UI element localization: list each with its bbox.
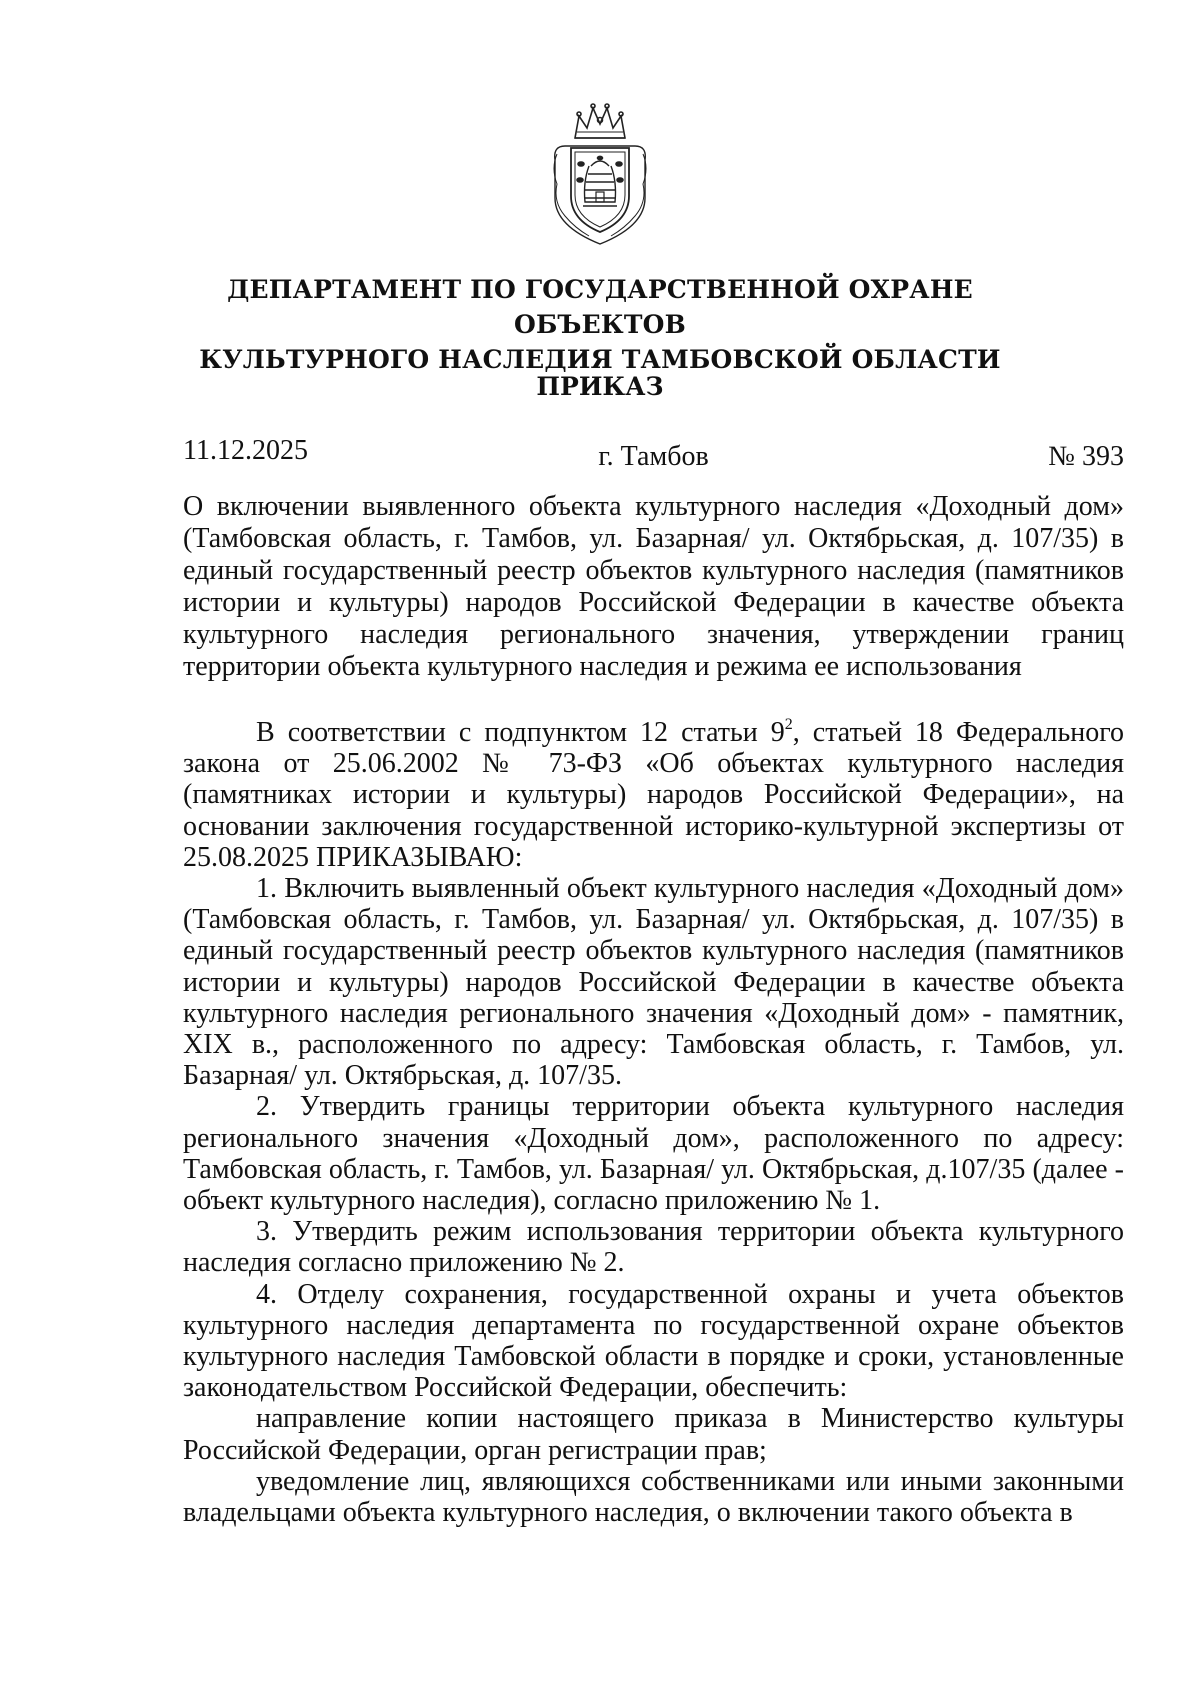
order-subitem-2: уведомление лиц, являющихся собственниками или иными законными владельцами объекта культурного наследия, о включении такого объекта в — [183, 1465, 1124, 1529]
document-type: ПРИКАЗ — [536, 372, 664, 401]
order-subject: О включении выявленного объекта культурного наследия «Доходный дом» (Тамбовская область, г. Тамбов, ул. Базарная/ ул. Октябрьская, д. 107/35) в единый государственный реестр объектов культурного наследия (памятников истории и культуры) народов Российской Федерации в качестве объекта культурного наследия регионального значения, утверждении границ территории объекта культурного наследия и режима ее использования — [183, 491, 1124, 682]
preamble-superscript: 2 — [784, 715, 793, 733]
document-city: г. Тамбов — [598, 441, 709, 472]
preamble-paragraph — [183, 717, 1124, 873]
document-meta-row — [183, 434, 1124, 472]
order-subitem-1: направление копии настоящего приказа в Министерство культуры Российской Федерации, орган регистрации прав; — [183, 1403, 1124, 1466]
preamble-text-1: В соответствии с подпунктом 12 статьи 9 — [256, 717, 785, 748]
order-item-1: 1. Включить выявленный объект культурного наследия «Доходный дом» (Тамбовская область, г. Тамбов, ул. Базарная/ ул. Октябрьская, д. 107/35) в единый государственный реестр объектов культурного наследия (памятников истории и культуры) народов Российской Федерации в качестве объекта культурного наследия регионального значения «Доходный дом» - памятник, XIX в., расположенного по адресу: Тамбовская область, г. Тамбов, ул. Базарная/ ул. Октябрьская, д. 107/35. — [183, 873, 1124, 1092]
department-title-line-1: ДЕПАРТАМЕНТ ПО ГОСУДАРСТВЕННОЙ ОХРАНЕ ОБЪЕКТОВ — [227, 275, 973, 339]
document-number: № 393 — [1048, 441, 1124, 472]
department-title — [150, 272, 1050, 377]
coat-of-arms-icon — [545, 98, 655, 248]
preamble-text-2: , статьей 18 Федерального закона от 25.06.2002 № 73-ФЗ «Об объектах культурного наследия (памятниках истории и культуры) народов Российской Федерации», на основании заключения государственной историко-культурной экспертизы от 25.08.2025 ПРИКАЗЫВАЮ: — [183, 717, 1124, 873]
order-item-4: 4. Отделу сохранения, государственной охраны и учета объектов культурного наследия департамента по государственной охране объектов культурного наследия Тамбовской области в порядке и сроки, установленные законодательством Российской Федерации, обеспечить: — [183, 1278, 1124, 1404]
department-title-line-2: КУЛЬТУРНОГО НАСЛЕДИЯ ТАМБОВСКОЙ ОБЛАСТИ — [199, 345, 1001, 374]
order-body — [183, 717, 1124, 1528]
order-item-2: 2. Утвердить границы территории объекта культурного наследия регионального значения «Доходный дом», расположенного по адресу: Тамбовская область, г. Тамбов, ул. Базарная/ ул. Октябрьская, д.107/35 (далее - объект культурного наследия), согласно приложению № 1. — [183, 1091, 1124, 1217]
document-date: 11.12.2025 — [183, 435, 308, 466]
order-item-3: 3. Утвердить режим использования территории объекта культурного наследия согласно приложению № 2. — [183, 1216, 1124, 1279]
